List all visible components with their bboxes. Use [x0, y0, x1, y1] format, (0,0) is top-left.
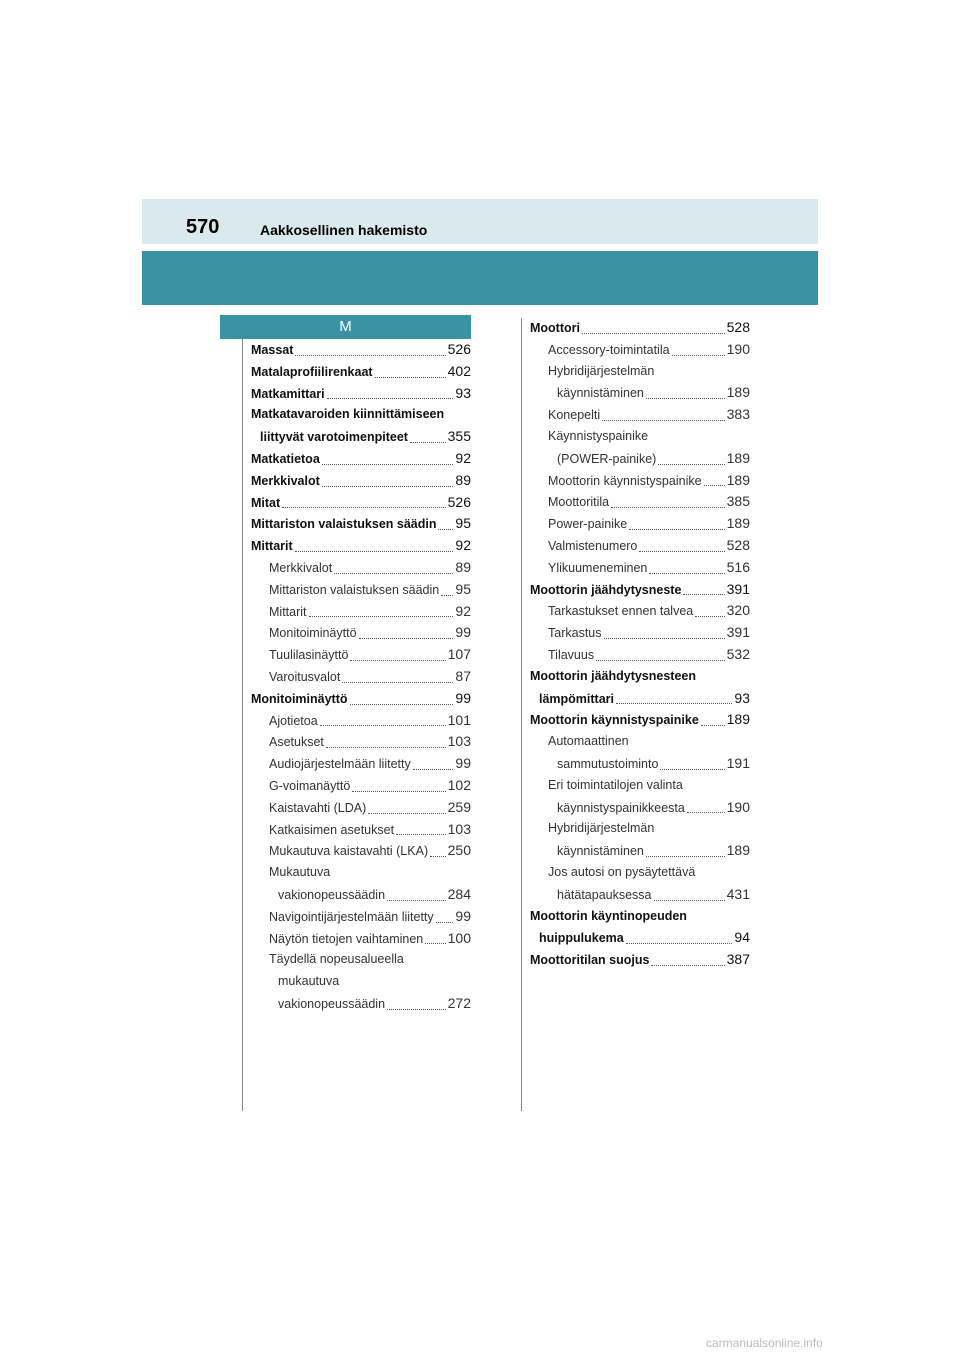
- header-strip: [142, 199, 818, 244]
- dot-leader: [626, 942, 733, 944]
- index-entry: [251, 622, 471, 644]
- index-entry: [251, 470, 471, 492]
- index-entry-term: Moottorin käynnistyspainike: [530, 713, 699, 728]
- dot-leader: [295, 550, 454, 552]
- index-entry-page: 391: [726, 624, 750, 641]
- index-entry-page: 190: [726, 798, 750, 815]
- index-entry: [530, 622, 750, 644]
- index-entry-term: Navigointijärjestelmään liitetty: [269, 909, 434, 924]
- index-entry-term: käynnistyspainikkeesta: [557, 800, 685, 815]
- dot-leader: [387, 899, 446, 901]
- index-entry-term: Ylikuumeneminen: [548, 560, 648, 575]
- index-entry-page: 93: [734, 689, 750, 706]
- index-entry: [530, 753, 750, 775]
- index-entry-page: 89: [455, 558, 471, 575]
- index-entry-page: 189: [726, 842, 750, 859]
- index-entry-page: 92: [455, 537, 471, 554]
- index-entry: [251, 557, 471, 579]
- index-entry: [251, 579, 471, 601]
- index-entry-term: Power-painike: [548, 517, 628, 532]
- dot-leader: [646, 855, 725, 857]
- index-entry: [251, 797, 471, 819]
- dot-leader: [704, 484, 725, 486]
- dot-leader: [350, 703, 454, 705]
- index-entry: [251, 426, 471, 448]
- index-entry-page: 189: [726, 471, 750, 488]
- index-entry: [530, 426, 750, 448]
- index-entry: [251, 513, 471, 535]
- footer-watermark: carmanualsonline.info: [706, 1336, 823, 1350]
- dot-leader: [616, 702, 732, 704]
- dot-leader: [629, 528, 724, 530]
- index-entry: [530, 862, 750, 884]
- dot-leader: [604, 637, 725, 639]
- index-entry-term: käynnistäminen: [557, 386, 644, 401]
- index-entry-term: Moottorin käynnistyspainike: [548, 473, 702, 488]
- page-title: Aakkosellinen hakemisto: [260, 222, 428, 238]
- index-entry: [251, 731, 471, 753]
- dot-leader: [646, 397, 725, 399]
- index-entry-term: (POWER-painike): [557, 451, 657, 466]
- index-entry: [251, 644, 471, 666]
- index-entry: [251, 753, 471, 775]
- dot-leader: [359, 637, 454, 639]
- index-entry-term: Merkkivalot: [251, 473, 320, 488]
- index-entry-term: G-voimanäyttö: [269, 778, 351, 793]
- dot-leader: [322, 485, 454, 487]
- dot-leader: [672, 354, 725, 356]
- index-entry-term: Hybridijärjestelmän: [548, 821, 655, 836]
- dot-leader: [611, 506, 725, 508]
- index-entry-term: Matkamittari: [251, 386, 325, 401]
- index-entry: [530, 797, 750, 819]
- index-entry-term: Massat: [251, 343, 294, 357]
- index-entry-term: lämpömittari: [539, 691, 615, 706]
- index-entry-page: 528: [726, 536, 750, 553]
- index-entry: [530, 491, 750, 513]
- index-entry-term: sammutustoiminto: [557, 756, 659, 771]
- index-entry: [251, 339, 471, 361]
- dot-leader: [660, 768, 724, 770]
- index-entry: [530, 361, 750, 383]
- index-entry-page: 87: [455, 667, 471, 684]
- index-entry-term: huippulukema: [539, 931, 624, 946]
- index-entry: [251, 688, 471, 710]
- index-entry: [251, 884, 471, 906]
- index-entry: [251, 906, 471, 928]
- index-entry-term: Mittarit: [251, 539, 293, 554]
- index-entry: [530, 949, 750, 971]
- index-entry-page: 284: [447, 885, 471, 902]
- index-entry: [530, 404, 750, 426]
- index-entry-page: 320: [726, 602, 750, 619]
- index-entry-term: Mittariston valaistuksen säädin: [269, 582, 440, 597]
- index-entry: [530, 470, 750, 492]
- index-entry: [530, 884, 750, 906]
- index-entry-page: 516: [726, 558, 750, 575]
- page-number: 570: [186, 216, 220, 238]
- index-entry-term: Moottorin käyntinopeuden: [530, 908, 687, 923]
- index-entry: [530, 317, 750, 339]
- dot-leader: [654, 899, 725, 901]
- index-entry: [530, 535, 750, 557]
- index-entry: [251, 601, 471, 623]
- index-entry: [530, 840, 750, 862]
- index-entry-term: Matkatietoa: [251, 451, 320, 466]
- index-entry-term: Asetukset: [269, 735, 324, 750]
- dot-leader: [396, 833, 446, 835]
- dot-leader: [327, 397, 454, 399]
- index-entry-term: Moottorin jäähdytysneste: [530, 582, 682, 597]
- index-column-right: [530, 317, 750, 971]
- index-entry-term: Matalaprofiilirenkaat: [251, 364, 373, 379]
- index-entry-page: 95: [455, 580, 471, 597]
- index-entry-page: 385: [726, 493, 750, 510]
- index-column-left: [251, 339, 471, 1015]
- index-entry-page: 259: [447, 798, 471, 815]
- dot-leader: [320, 724, 446, 726]
- index-entry-term: Tarkastukset ennen talvea: [548, 604, 694, 619]
- index-entry-term: Tilavuus: [548, 647, 595, 662]
- index-entry: [251, 448, 471, 470]
- index-entry-term: Mittarit: [269, 604, 307, 619]
- index-entry: [251, 492, 471, 514]
- index-entry-page: 355: [447, 428, 471, 445]
- dot-leader: [596, 659, 725, 661]
- index-entry-page: 189: [726, 449, 750, 466]
- index-entry-term: Monitoiminäyttö: [251, 691, 348, 706]
- index-entry-page: 402: [447, 362, 471, 379]
- index-entry: [530, 666, 750, 688]
- index-entry: [530, 775, 750, 797]
- index-entry-page: 92: [455, 449, 471, 466]
- index-entry-term: Monitoiminäyttö: [269, 626, 357, 641]
- index-entry-page: 526: [447, 493, 471, 510]
- index-entry: [530, 448, 750, 470]
- index-entry-term: hätätapauksessa: [557, 887, 652, 902]
- index-entry-term: Hybridijärjestelmän: [548, 363, 655, 378]
- index-entry-page: 107: [447, 646, 471, 663]
- index-entry: [251, 840, 471, 862]
- index-entry-term: Automaattinen: [548, 734, 629, 749]
- index-entry-page: 94: [734, 929, 750, 946]
- index-entry: [251, 819, 471, 841]
- index-entry: [251, 775, 471, 797]
- chapter-bar: [142, 251, 818, 305]
- dot-leader: [387, 1008, 446, 1010]
- index-entry: [251, 666, 471, 688]
- index-entry-term: Moottorin jäähdytysnesteen: [530, 668, 696, 683]
- dot-leader: [282, 506, 445, 508]
- index-entry-page: 100: [447, 929, 471, 946]
- index-entry-page: 103: [447, 820, 471, 837]
- dot-leader: [438, 528, 453, 530]
- dot-leader: [701, 724, 725, 726]
- index-entry-term: Mukautuva: [269, 865, 331, 880]
- index-entry: [251, 928, 471, 950]
- dot-leader: [639, 550, 724, 552]
- index-entry: [251, 949, 471, 971]
- index-entry: [530, 600, 750, 622]
- index-entry: [530, 906, 750, 928]
- index-entry: [251, 535, 471, 557]
- dot-leader: [602, 419, 725, 421]
- dot-leader: [368, 812, 445, 814]
- index-entry-page: 92: [455, 602, 471, 619]
- dot-leader: [651, 964, 724, 966]
- index-entry-term: Mitat: [251, 495, 281, 510]
- index-entry-page: 528: [726, 319, 750, 335]
- index-entry-term: Näytön tietojen vaihtaminen: [269, 931, 424, 946]
- index-entry-term: Tuulilasinäyttö: [269, 648, 349, 663]
- index-entry-page: 532: [726, 645, 750, 662]
- dot-leader: [326, 746, 446, 748]
- dot-leader: [375, 376, 446, 378]
- index-entry-page: 191: [726, 754, 750, 771]
- index-entry-page: 89: [455, 471, 471, 488]
- index-entry-term: Moottori: [530, 321, 580, 335]
- left-column-rule: [242, 339, 243, 1111]
- dot-leader: [425, 942, 445, 944]
- dot-leader: [334, 572, 453, 574]
- dot-leader: [683, 593, 724, 595]
- index-entry-page: 190: [726, 340, 750, 357]
- dot-leader: [352, 790, 445, 792]
- dot-leader: [295, 354, 445, 356]
- index-entry: [251, 862, 471, 884]
- index-entry: [530, 557, 750, 579]
- index-entry-term: vakionopeussäädin: [278, 887, 386, 902]
- index-entry: [251, 383, 471, 405]
- dot-leader: [695, 615, 724, 617]
- dot-leader: [582, 332, 725, 334]
- index-entry-term: Moottoritilan suojus: [530, 953, 650, 968]
- dot-leader: [658, 463, 724, 465]
- index-entry-term: Audiojärjestelmään liitetty: [269, 757, 411, 772]
- index-entry-page: 99: [455, 624, 471, 641]
- index-entry-term: Käynnistyspainike: [548, 428, 649, 443]
- index-entry-term: Merkkivalot: [269, 560, 333, 575]
- dot-leader: [322, 463, 454, 465]
- index-entry-term: Jos autosi on pysäytettävä: [548, 864, 696, 879]
- index-entry-page: 387: [726, 951, 750, 968]
- index-entry-page: 526: [447, 341, 471, 357]
- index-entry-page: 101: [447, 711, 471, 728]
- index-entry-term: Katkaisimen asetukset: [269, 822, 395, 837]
- index-entry-page: 383: [726, 406, 750, 423]
- dot-leader: [410, 441, 446, 443]
- dot-leader: [441, 594, 453, 596]
- index-entry-page: 189: [726, 711, 750, 728]
- index-entry-page: 99: [455, 755, 471, 772]
- index-entry-term: Moottoritila: [548, 495, 610, 510]
- index-entry-page: 431: [726, 885, 750, 902]
- index-entry-term: Konepelti: [548, 408, 601, 423]
- dot-leader: [687, 811, 725, 813]
- index-entry: [530, 339, 750, 361]
- index-entry-term: Matkatavaroiden kiinnittämiseen: [251, 407, 445, 422]
- index-entry-term: mukautuva: [278, 974, 340, 989]
- index-entry-term: vakionopeussäädin: [278, 996, 386, 1011]
- index-entry: [251, 993, 471, 1015]
- index-entry-page: 272: [447, 994, 471, 1011]
- dot-leader: [350, 659, 445, 661]
- index-entry: [251, 361, 471, 383]
- index-entry-term: Täydellä nopeusalueella: [269, 952, 404, 967]
- dot-leader: [649, 572, 724, 574]
- index-entry-page: 99: [455, 907, 471, 924]
- index-entry: [530, 927, 750, 949]
- index-entry-page: 189: [726, 384, 750, 401]
- index-entry-page: 102: [447, 776, 471, 793]
- index-entry-page: 103: [447, 733, 471, 750]
- index-entry-term: Valmistenumero: [548, 538, 638, 553]
- index-entry: [530, 644, 750, 666]
- index-entry-page: 250: [447, 842, 471, 859]
- index-entry-term: Mukautuva kaistavahti (LKA): [269, 844, 429, 859]
- index-entry-page: 93: [455, 384, 471, 401]
- right-column-rule: [521, 318, 522, 1111]
- index-entry: [530, 709, 750, 731]
- index-entry: [251, 404, 471, 426]
- index-entry-term: Eri toimintatilojen valinta: [548, 777, 683, 792]
- dot-leader: [430, 855, 446, 857]
- index-entry-term: Accessory-toimintatila: [548, 342, 670, 357]
- index-entry: [530, 688, 750, 710]
- index-entry: [251, 971, 471, 993]
- dot-leader: [413, 768, 454, 770]
- dot-leader: [436, 921, 454, 923]
- index-entry-page: 391: [726, 580, 750, 597]
- section-letter-heading: M: [220, 315, 471, 339]
- index-entry-page: 99: [455, 689, 471, 706]
- index-entry: [530, 513, 750, 535]
- index-entry-page: 95: [455, 515, 471, 532]
- dot-leader: [342, 681, 453, 683]
- index-entry-term: käynnistäminen: [557, 844, 644, 859]
- index-entry-page: 189: [726, 515, 750, 532]
- index-entry-term: Tarkastus: [548, 626, 602, 641]
- index-entry: [530, 382, 750, 404]
- index-entry-term: Kaistavahti (LDA): [269, 800, 367, 815]
- index-entry: [251, 710, 471, 732]
- index-entry-term: liittyvät varotoimenpiteet: [260, 430, 408, 445]
- index-entry-term: Ajotietoa: [269, 713, 318, 728]
- index-entry-term: Varoitusvalot: [269, 669, 341, 684]
- index-entry: [530, 579, 750, 601]
- index-entry-term: Mittariston valaistuksen säädin: [251, 517, 437, 532]
- index-entry: [530, 731, 750, 753]
- index-entry: [530, 818, 750, 840]
- dot-leader: [309, 615, 454, 617]
